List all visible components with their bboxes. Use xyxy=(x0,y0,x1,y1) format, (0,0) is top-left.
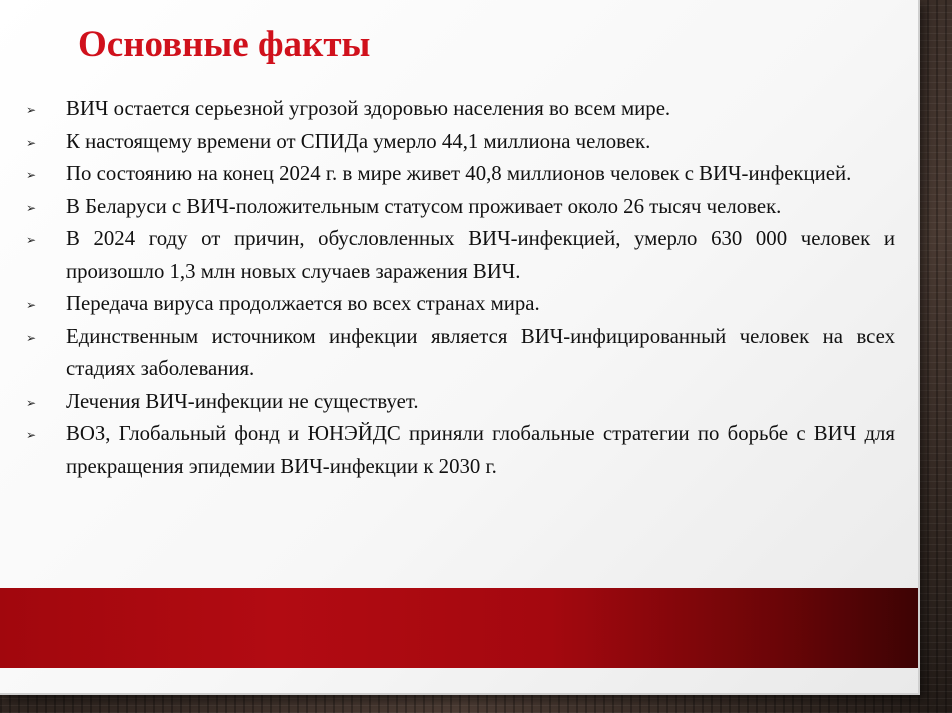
fact-text: ВОЗ, Глобальный фонд и ЮНЭЙДС приняли глобальные стратегии по борьбе с ВИЧ для прекращения эпидемии ВИЧ-инфекции к 2030 г. xyxy=(66,422,895,478)
arrow-bullet-icon: ➢ xyxy=(26,168,37,182)
fact-text: В Беларуси с ВИЧ-положительным статусом проживает около 26 тысяч человек. xyxy=(66,194,782,218)
fact-item xyxy=(26,418,895,483)
fact-text: В 2024 году от причин, обусловленных ВИЧ-инфекцией, умерло 630 000 человек и произошло 1,3 млн новых случаев заражения ВИЧ. xyxy=(66,227,895,283)
arrow-bullet-icon: ➢ xyxy=(26,135,37,150)
slide-title: Основные факты xyxy=(78,24,371,65)
fact-item xyxy=(26,158,895,191)
fact-item xyxy=(26,386,895,419)
fact-item xyxy=(26,321,895,386)
arrow-bullet-icon: ➢ xyxy=(26,330,37,345)
arrow-bullet-icon: ➢ xyxy=(26,298,37,312)
arrow-bullet-icon: ➢ xyxy=(26,233,37,247)
fact-text: ВИЧ остается серьезной угрозой здоровью населения во всем мире. xyxy=(66,97,671,120)
fact-text: Единственным источником инфекции является ВИЧ-инфицированный человек на всех стадиях заболевания. xyxy=(66,324,895,380)
fact-text: По состоянию на конец 2024 г. в мире живет 40,8 миллионов человек с ВИЧ-инфекцией. xyxy=(66,162,852,185)
red-footer-band xyxy=(0,588,918,668)
fact-item xyxy=(26,126,895,159)
arrow-bullet-icon: ➢ xyxy=(26,103,37,117)
fact-item xyxy=(26,288,895,321)
fact-text: Передача вируса продолжается во всех странах мира. xyxy=(66,292,540,315)
arrow-bullet-icon: ➢ xyxy=(26,428,37,442)
facts-list xyxy=(26,93,895,483)
fact-item xyxy=(26,191,895,224)
arrow-bullet-icon: ➢ xyxy=(26,200,37,215)
arrow-bullet-icon: ➢ xyxy=(26,395,37,410)
fact-text: К настоящему времени от СПИДа умерло 44,1 миллиона человек. xyxy=(66,129,651,153)
fact-item xyxy=(26,223,895,288)
fact-item xyxy=(26,93,895,126)
fact-text: Лечения ВИЧ-инфекции не существует. xyxy=(66,389,419,413)
